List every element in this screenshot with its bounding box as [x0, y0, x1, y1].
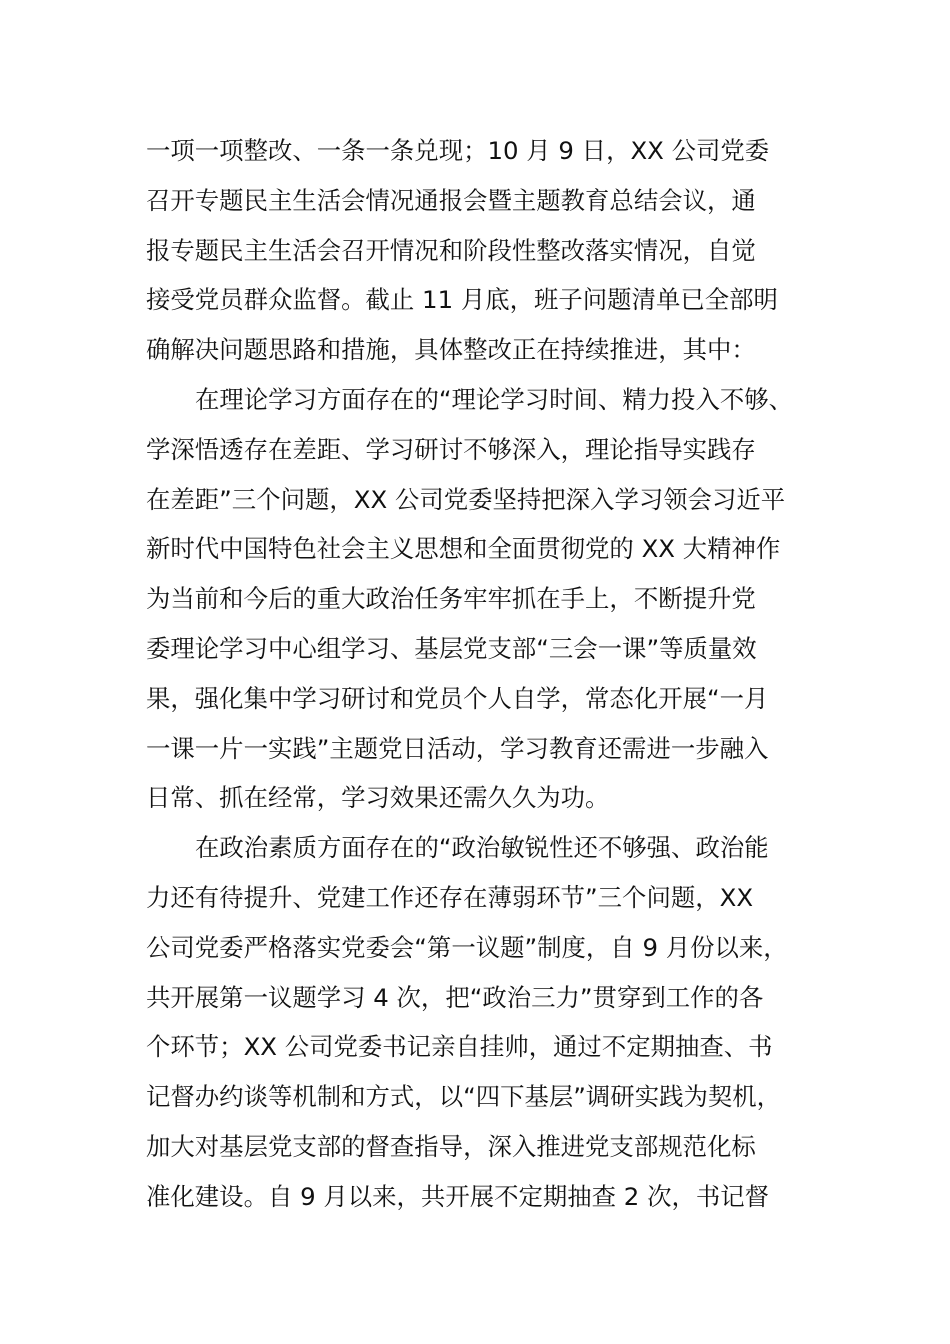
text-line: 力还有待提升、党建工作还存在薄弱环节”三个问题，XX	[146, 882, 754, 912]
text-line: 报专题民主生活会召开情况和阶段性整改落实情况，自觉	[146, 235, 756, 265]
text-line: 委理论学习中心组学习、基层党支部“三会一课”等质量效	[146, 633, 757, 663]
text-line: 共开展第一议题学习 4 次，把“政治三力”贯穿到工作的各	[146, 982, 764, 1012]
text-line: 个环节；XX 公司党委书记亲自挂帅，通过不定期抽查、书	[146, 1032, 773, 1062]
text-line: 果，强化集中学习研讨和党员个人自学，常态化开展“一月	[146, 683, 769, 713]
paragraph-rectification-progress	[146, 126, 820, 375]
text-line: 召开专题民主生活会情况通报会暨主题教育总结会议，通	[146, 185, 756, 215]
text-line: 准化建设。自 9 月以来，共开展不定期抽查 2 次，书记督	[146, 1181, 770, 1211]
document-body	[146, 126, 820, 1222]
text-line: 加大对基层党支部的督查指导，深入推进党支部规范化标	[146, 1131, 756, 1161]
text-line: 记督办约谈等机制和方式，以“四下基层”调研实践为契机，	[146, 1082, 782, 1112]
text-line: 确解决问题思路和措施，具体整改正在持续推进，其中：	[146, 335, 756, 365]
paragraph-political-quality	[146, 823, 820, 1221]
text-line: 在政治素质方面存在的“政治敏锐性还不够强、政治能	[195, 833, 769, 863]
text-line: 公司党委严格落实党委会“第一议题”制度，自 9 月份以来，	[146, 932, 788, 962]
text-line: 学深悟透存在差距、学习研讨不够深入，理论指导实践存	[146, 434, 756, 464]
text-line: 一项一项整改、一条一条兑现；10 月 9 日，XX 公司党委	[146, 136, 770, 165]
text-line: 新时代中国特色社会主义思想和全面贯彻党的 XX 大精神作	[146, 534, 781, 564]
text-line: 日常、抓在经常，学习效果还需久久为功。	[146, 783, 610, 813]
text-line: 在差距”三个问题，XX 公司党委坚持把深入学习领会习近平	[146, 484, 786, 514]
text-line: 一课一片一实践”主题党日活动，学习教育还需进一步融入	[146, 733, 769, 763]
text-line: 为当前和今后的重大政治任务牢牢抓在手上，不断提升党	[146, 584, 756, 614]
text-line: 接受党员群众监督。截止 11 月底，班子问题清单已全部明	[146, 285, 778, 315]
text-line: 在理论学习方面存在的“理论学习时间、精力投入不够、	[195, 384, 794, 414]
paragraph-theory-study	[146, 375, 820, 823]
